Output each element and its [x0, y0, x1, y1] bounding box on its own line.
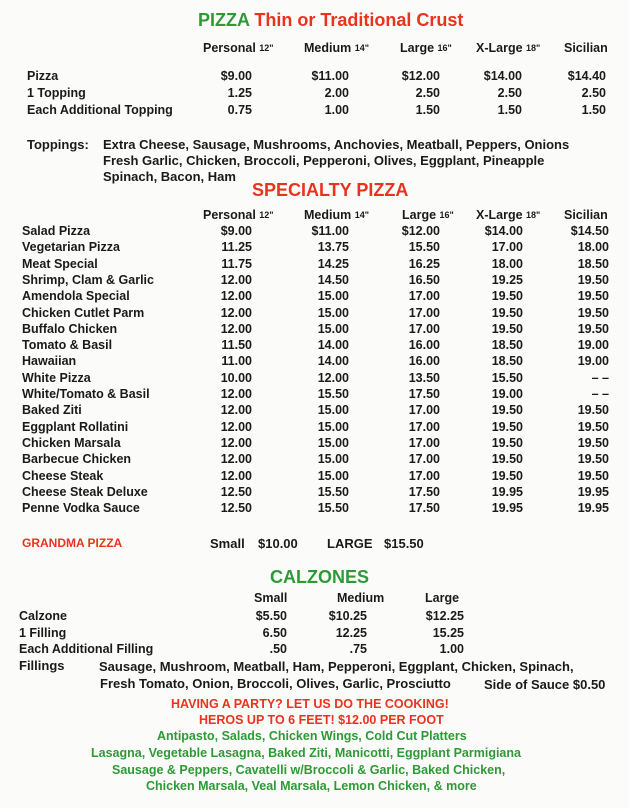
price-cell: 1.50	[415, 103, 440, 117]
price-cell: 19.00	[577, 354, 609, 369]
price-cell: 6.50	[262, 625, 287, 640]
price-cell: 18.00	[577, 240, 609, 255]
price-cell: $5.50	[255, 609, 287, 623]
calzones-title: CALZONES	[270, 567, 369, 587]
price-cell: 19.25	[491, 272, 523, 287]
price-cell: 19.50	[491, 289, 523, 304]
price-cell: 12.50	[220, 501, 252, 516]
price-cell: 17.50	[408, 484, 440, 499]
price-cell: 17.00	[408, 289, 440, 304]
price-cell: 19.50	[577, 403, 609, 418]
table-row	[0, 69, 629, 85]
price-cell: 1.00	[439, 642, 464, 656]
toppings-line: Fresh Garlic, Chicken, Broccoli, Pepperoni, Olives, Eggplant, Pineapple	[103, 153, 545, 168]
price-cell: 11.25	[221, 240, 252, 255]
party-line-1: HAVING A PARTY? LET US DO THE COOKING!	[171, 697, 449, 711]
price-cell: 18.50	[491, 338, 523, 353]
price-cell: 1.50	[581, 103, 606, 117]
price-cell: 12.00	[220, 387, 252, 401]
toppings-line: Extra Cheese, Sausage, Mushrooms, Anchovies, Meatball, Peppers, Onions	[103, 137, 570, 152]
toppings-line: Spinach, Bacon, Ham	[103, 169, 236, 184]
party-line-2: HEROS UP TO 6 FEET! $12.00 PER FOOT	[199, 713, 444, 727]
pizza-title	[198, 10, 463, 31]
price-cell: $12.00	[401, 69, 440, 83]
price-cell: 15.50	[317, 501, 349, 516]
price-cell: 15.00	[317, 419, 349, 434]
table-row	[0, 387, 629, 403]
side-sauce	[484, 677, 605, 692]
price-cell: 2.00	[324, 86, 349, 100]
row-label: Barbecue Chicken	[22, 452, 132, 467]
price-cell: – –	[591, 370, 609, 385]
row-label: Amendola Special	[22, 289, 130, 304]
price-cell: $14.40	[567, 69, 606, 83]
row-label: 1 Topping	[27, 86, 86, 100]
price-cell: 19.50	[577, 468, 609, 483]
price-cell: 19.50	[577, 419, 609, 434]
row-label: Meat Special	[22, 256, 98, 271]
row-label: Baked Ziti	[22, 403, 82, 418]
price-cell: 13.75	[317, 240, 349, 255]
specialty-title: SPECIALTY PIZZA	[252, 180, 409, 200]
table-row	[0, 322, 629, 338]
price-cell: $11.00	[311, 224, 349, 238]
col-sicilian: Sicilian	[564, 208, 608, 222]
table-row	[0, 240, 629, 256]
grandma-small-label: Small	[210, 536, 245, 551]
row-label: Cheese Steak	[22, 468, 104, 483]
price-cell: $10.25	[328, 609, 367, 623]
table-row	[0, 86, 629, 102]
price-cell: 15.00	[317, 305, 349, 320]
price-cell: 16.50	[408, 272, 440, 287]
price-cell: 16.00	[408, 338, 440, 353]
col-medium: Medium 14"	[304, 208, 369, 222]
price-cell: 19.50	[491, 403, 523, 418]
price-cell: 12.00	[220, 452, 252, 467]
col-small: Small	[254, 591, 288, 605]
col-xlarge: X-Large 18"	[476, 41, 541, 55]
row-label: Chicken Cutlet Parm	[22, 305, 145, 320]
table-row	[0, 273, 629, 289]
specialty-header-row	[0, 208, 629, 224]
price-cell: 19.50	[577, 452, 609, 467]
pizza-header-row	[0, 41, 629, 57]
side-sauce-label: Side of Sauce	[484, 677, 570, 692]
grandma-large-label: LARGE	[327, 536, 373, 551]
price-cell: 16.00	[408, 354, 440, 369]
pizza-title-subtitle: Thin or Traditional Crust	[254, 10, 464, 30]
price-cell: 11.75	[221, 256, 252, 271]
side-sauce-price: $0.50	[572, 677, 606, 692]
price-cell: 15.00	[317, 435, 349, 450]
price-cell: 19.50	[491, 321, 523, 336]
price-cell: 19.95	[491, 484, 523, 499]
grandma-title: GRANDMA PIZZA	[22, 536, 123, 550]
row-label: Cheese Steak Deluxe	[22, 484, 148, 499]
price-cell: 14.00	[317, 354, 349, 369]
price-cell: $9.00	[220, 69, 252, 83]
table-row	[0, 306, 629, 322]
price-cell: – –	[591, 387, 609, 401]
price-cell: 19.50	[577, 305, 609, 320]
price-cell: $11.00	[311, 69, 349, 83]
price-cell: 12.00	[220, 403, 252, 418]
col-personal: Personal 12"	[203, 41, 274, 55]
price-cell: 15.00	[317, 321, 349, 336]
price-cell: 12.50	[220, 484, 252, 499]
row-label: Chicken Marsala	[22, 435, 121, 450]
table-row	[0, 224, 629, 240]
price-cell: 0.75	[227, 103, 252, 117]
price-cell: 17.00	[408, 452, 440, 467]
price-cell: 19.50	[491, 305, 523, 320]
price-cell: 15.00	[317, 468, 349, 483]
price-cell: 11.50	[221, 338, 252, 353]
table-row	[0, 289, 629, 305]
party-green-line: Lasagna, Vegetable Lasagna, Baked Ziti, Manicotti, Eggplant Parmigiana	[91, 746, 521, 760]
row-label: Penne Vodka Sauce	[22, 501, 140, 516]
row-label: Shrimp, Clam & Garlic	[22, 272, 154, 287]
price-cell: 14.25	[317, 256, 349, 271]
col-xlarge: X-Large 18"	[476, 208, 541, 222]
price-cell: 15.50	[408, 240, 440, 255]
price-cell: 12.00	[220, 419, 252, 434]
col-sicilian: Sicilian	[564, 41, 608, 55]
price-cell: 14.00	[317, 338, 349, 353]
price-cell: $14.00	[483, 69, 522, 83]
price-cell: 12.00	[220, 272, 252, 287]
price-cell: $14.50	[570, 224, 609, 238]
price-cell: 15.00	[317, 289, 349, 304]
price-cell: 17.00	[408, 305, 440, 320]
price-cell: 15.00	[317, 452, 349, 467]
col-medium: Medium 14"	[304, 41, 369, 55]
price-cell: 2.50	[497, 86, 522, 100]
price-cell: 19.95	[577, 484, 609, 499]
grandma-large-price: $15.50	[384, 536, 424, 551]
price-cell: 12.00	[220, 305, 252, 320]
table-row	[0, 103, 629, 119]
table-row	[0, 469, 629, 485]
table-row	[0, 371, 629, 387]
pizza-title-word: PIZZA	[198, 10, 250, 30]
price-cell: $9.00	[220, 224, 252, 238]
price-cell: 10.00	[220, 370, 252, 385]
fillings-line: Fresh Tomato, Onion, Broccoli, Olives, Garlic, Prosciutto	[100, 676, 451, 691]
table-row	[0, 609, 629, 625]
row-label: Pizza	[27, 69, 59, 83]
price-cell: 16.25	[408, 256, 440, 271]
row-label: Buffalo Chicken	[22, 321, 118, 336]
row-label: Each Additional Filling	[19, 642, 154, 656]
row-label: Hawaiian	[22, 354, 77, 369]
price-cell: 19.95	[577, 501, 609, 516]
price-cell: 13.50	[408, 370, 440, 385]
party-green-line: Antipasto, Salads, Chicken Wings, Cold Cut Platters	[157, 729, 467, 743]
price-cell: 18.50	[491, 354, 523, 369]
col-medium: Medium	[337, 591, 385, 605]
price-cell: 12.00	[220, 435, 252, 450]
price-cell: 12.00	[220, 468, 252, 483]
col-personal: Personal 12"	[203, 208, 274, 222]
table-row	[0, 420, 629, 436]
price-cell: 12.00	[220, 321, 252, 336]
row-label: 1 Filling	[19, 625, 67, 640]
fillings-label: Fillings	[19, 658, 65, 673]
price-cell: .50	[269, 642, 287, 656]
price-cell: 17.50	[408, 501, 440, 516]
table-row	[0, 485, 629, 501]
party-green-line: Sausage & Peppers, Cavatelli w/Broccoli & Garlic, Baked Chicken,	[112, 763, 506, 777]
table-row	[0, 642, 629, 658]
price-cell: 15.50	[317, 484, 349, 499]
table-row	[0, 436, 629, 452]
price-cell: 19.50	[577, 289, 609, 304]
row-label: Salad Pizza	[22, 224, 91, 238]
price-cell: 17.00	[408, 403, 440, 418]
fillings-line: Sausage, Mushroom, Meatball, Ham, Pepperoni, Eggplant, Chicken, Spinach,	[99, 659, 574, 674]
table-row	[0, 257, 629, 273]
price-cell: 1.25	[227, 86, 252, 100]
price-cell: 15.25	[432, 625, 464, 640]
price-cell: 19.50	[577, 321, 609, 336]
price-cell: 19.50	[491, 468, 523, 483]
table-row	[0, 626, 629, 642]
price-cell: 19.00	[491, 387, 523, 401]
price-cell: 11.00	[221, 354, 252, 369]
table-row	[0, 403, 629, 419]
price-cell: 19.50	[577, 435, 609, 450]
table-row	[0, 354, 629, 370]
price-cell: 19.50	[491, 435, 523, 450]
price-cell: 17.50	[408, 387, 440, 401]
row-label: Each Additional Topping	[27, 103, 173, 117]
price-cell: 1.50	[497, 103, 522, 117]
price-cell: 17.00	[408, 419, 440, 434]
price-cell: 15.00	[317, 403, 349, 418]
row-label: Calzone	[19, 609, 67, 623]
price-cell: 17.00	[408, 468, 440, 483]
price-cell: 17.00	[408, 321, 440, 336]
toppings-label: Toppings:	[27, 137, 89, 152]
price-cell: 19.50	[491, 452, 523, 467]
price-cell: 12.00	[317, 370, 349, 385]
row-label: Vegetarian Pizza	[22, 240, 120, 255]
row-label: Eggplant Rollatini	[22, 419, 129, 434]
price-cell: 15.50	[317, 387, 349, 401]
price-cell: 18.50	[577, 256, 609, 271]
price-cell: 1.00	[324, 103, 349, 117]
calzone-header-row	[0, 591, 629, 607]
price-cell: 17.00	[408, 435, 440, 450]
row-label: Tomato & Basil	[22, 338, 113, 353]
party-green-line: Chicken Marsala, Veal Marsala, Lemon Chicken, & more	[146, 779, 477, 793]
price-cell: $14.00	[484, 224, 523, 238]
price-cell: 12.25	[335, 625, 367, 640]
row-label: White/Tomato & Basil	[22, 387, 150, 401]
price-cell: 14.50	[317, 272, 349, 287]
col-large: Large 16"	[402, 208, 454, 222]
price-cell: $12.00	[401, 224, 440, 238]
price-cell: 17.00	[491, 240, 523, 255]
grandma-small-price: $10.00	[258, 536, 298, 551]
price-cell: 19.50	[491, 419, 523, 434]
row-label: White Pizza	[22, 370, 91, 385]
table-row	[0, 452, 629, 468]
price-cell: 2.50	[581, 86, 606, 100]
price-cell: $12.25	[425, 609, 464, 623]
price-cell: 18.00	[491, 256, 523, 271]
price-cell: 12.00	[220, 289, 252, 304]
col-large: Large	[425, 591, 460, 605]
table-row	[0, 338, 629, 354]
table-row	[0, 501, 629, 517]
price-cell: .75	[349, 642, 367, 656]
price-cell: 2.50	[415, 86, 440, 100]
price-cell: 15.50	[491, 370, 523, 385]
price-cell: 19.50	[577, 272, 609, 287]
price-cell: 19.00	[577, 338, 609, 353]
col-large: Large 16"	[400, 41, 452, 55]
price-cell: 19.95	[491, 501, 523, 516]
